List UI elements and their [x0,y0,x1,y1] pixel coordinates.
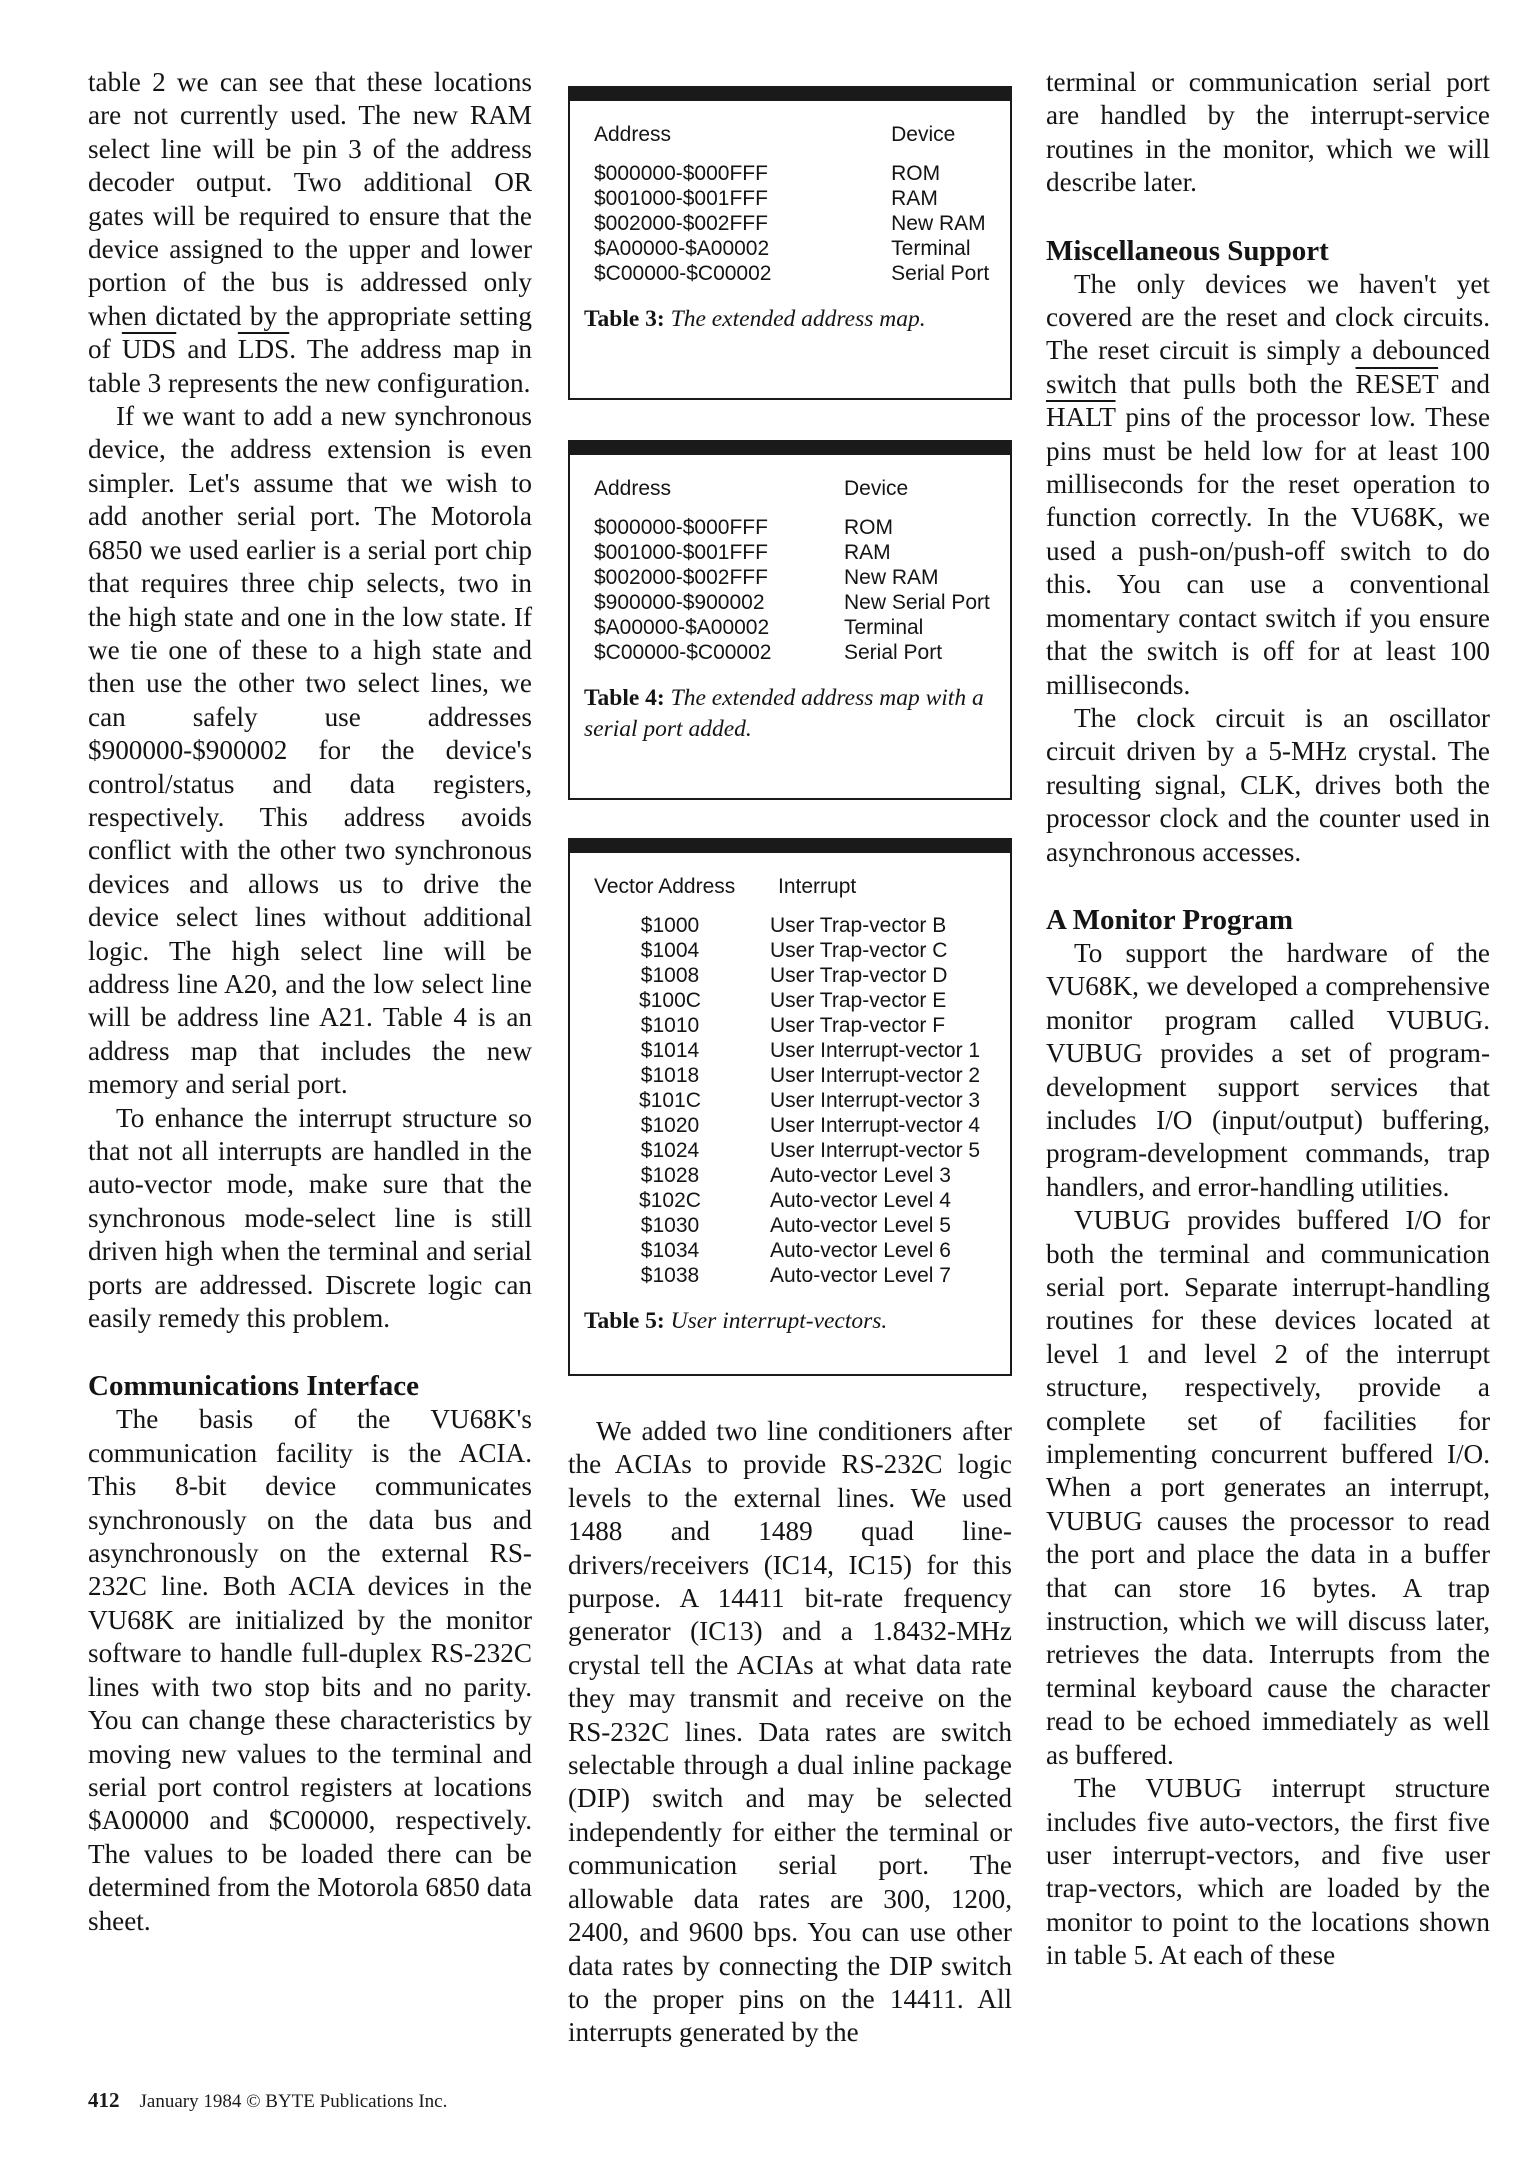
paragraph: To support the hardware of the VU68K, we developed a comprehensive monitor program called VUBUG. VUBUG provides a set of program-development support services that includes I/O (input/output) buffering, program-development commands, trap handlers, and error-handling utilities. [1046,937,1490,1202]
table-row: $001000-$001FFF RAM [594,541,891,564]
table-3 [568,86,1012,400]
paragraph: To enhance the interrupt structure so that not all interrupts are handled in the auto-vector mode, make sure that the synchronous mode-select line is still driven high when the terminal and serial ports are addressed. Discrete logic can easily remedy this problem. [88,1102,532,1334]
table-top-bar [570,840,1010,853]
section-heading: A Monitor Program [1046,903,1293,936]
paragraph: We added two line conditioners after the ACIAs to provide RS-232C logic levels to the external lines. We used 1488 and 1489 quad line-drivers/receivers (IC14, IC15) for this purpose. A 14411 bit-rate frequency generator (IC13) and a 1.8432-MHz crystal tell the ACIAs at what data rate they may transmit and receive on the RS-232C lines. Data rates are switch selectable through a dual inline package (DIP) switch and may be selected independently for either the terminal or communication serial port. The allowable data rates are 300, 1200, 2400, and 9600 bps. You can use other data rates by connecting the DIP switch to the proper pins on the 14411. All interrupts generated by the [568,1416,1012,2048]
table-row: $002000-$002FFF New RAM [594,566,939,589]
table-header [570,455,1010,501]
table-row: $C00000-$C00002 Serial Port [594,641,943,664]
header-address: Address [594,123,672,146]
paragraph: The VUBUG interrupt structure includes five auto-vectors, the first five user interrupt-vectors, and five user trap-vectors, which are loaded by the monitor to point to the locations shown in table 5. At each of these [1046,1773,1490,1971]
table-4 [568,440,1012,800]
table-caption: Table 3: The extended address map. [584,306,926,332]
reset-signal: RESET [1355,368,1439,399]
table-top-bar [570,442,1010,455]
table-rows [570,913,1010,1288]
table-row: $1000 User Trap-vector B [640,914,947,937]
table-row: $C00000-$C00002 Serial Port [594,262,990,285]
table-row: $000000-$000FFF ROM [594,162,941,185]
paragraph: If we want to add a new synchronous device, the address extension is even simpler. Let's assume that we wish to add another serial port. The Motorola 6850 we used earlier is a serial port chip that requires three chip selects, two in the high state and one in the low state. If we tie one of these to a high state and then use the other two select lines, we can safely use addresses $900000-$900002 for the device's control/status and data registers, respectively. This address avoids conflict with the other two synchronous devices and allows us to drive the device select lines without additional logic. The high select line will be address line A20, and the low select line will be address line A21. Table 4 is an address map that includes the new memory and serial port. [88,401,532,1100]
column-1 [88,66,532,1938]
table-row: $1038 Auto-vector Level 7 [640,1264,951,1287]
section-heading: Communications Interface [88,1370,420,1403]
table-caption: Table 4: The extended address map with a serial port added. [584,685,984,742]
paragraph: The clock circuit is an oscillator circuit driven by a 5-MHz crystal. The resulting signal, CLK, drives both the processor clock and the counter used in asynchronous accesses. [1046,702,1490,867]
paragraph: The only devices we haven't yet covered are the reset and clock circuits. The reset circuit is simply a debounced switch that pulls both the RESET and HALT pins of the processor low. These pins must be held low for at least 100 milliseconds for the reset operation to function correctly. In the VU68K, we used a push-on/push-off switch to do this. You can use a conventional momentary contact switch if you ensure that the switch is off for at least 100 milliseconds. [1046,268,1491,700]
table-row: $000000-$000FFF ROM [594,516,893,539]
table-row: $1034 Auto-vector Level 6 [640,1239,951,1262]
header-vector-address: Vector Address [594,875,736,898]
uds-signal: $\overline{UDS}$ [121,334,177,365]
table-row: $A00000-$A00002 Terminal [594,616,924,639]
table-row: $1010 User Trap-vector F [640,1014,946,1037]
table-top-bar [570,88,1010,101]
table-caption: Table 5: User interrupt-vectors. [584,1308,888,1334]
table-row: $102C Auto-vector Level 4 [639,1189,951,1212]
column-3 [1046,66,1490,1973]
table-row: $900000-$900002 New Serial Port [594,591,990,614]
paragraph: The basis of the VU68K's communication facility is the ACIA. This 8-bit device communicates synchronously on the data bus and asynchronously on the external RS-232C line. Both ACIA devices in the VU68K are initialized by the monitor software to handle full-duplex RS-232C lines with two stop bits and no parity. You can change these characteristics by moving new values to the terminal and serial port control registers at locations $A00000 and $C00000, respectively. The values to be loaded there can be determined from the Motorola 6850 data sheet. [88,1404,532,1936]
table-row: $101C User Interrupt-vector 3 [639,1089,981,1112]
table-row: $1008 User Trap-vector D [640,964,948,987]
paragraph: table 2 we can see that these locations are not currently used. The new RAM select line will be pin 3 of the address decoder output. Two additional OR gates will be required to ensure that the device assigned to the upper and lower portion of the bus is addressed only when dictated by the appropriate setting of $\overline{UDS}$ and $\overline{LDS}$. The address map in table 3 represents the new configuration. [88,67,533,398]
table-rows [570,161,1010,286]
header-address: Address [594,477,672,500]
table-row: $001000-$001FFF RAM [594,187,938,210]
footer-text: January 1984 © BYTE Publications Inc. [139,2091,448,2112]
table-rows [570,515,1010,665]
table-header [570,101,1010,147]
table-row: $100C User Trap-vector E [639,989,947,1012]
table-row: $1014 User Interrupt-vector 1 [640,1039,981,1062]
header-interrupt: Interrupt [778,875,857,898]
table-row: $1024 User Interrupt-vector 5 [640,1139,981,1162]
table-row: $1030 Auto-vector Level 5 [640,1214,951,1237]
table-5 [568,838,1012,1376]
column-2 [568,1415,1012,2050]
table-row: $002000-$002FFF New RAM [594,212,986,235]
header-device: Device [843,477,909,500]
section-heading: Miscellaneous Support [1046,234,1329,267]
table-row: $1020 User Interrupt-vector 4 [640,1114,981,1137]
table-row: $1018 User Interrupt-vector 2 [640,1064,981,1087]
header-device: Device [891,123,956,146]
halt-signal: HALT [1046,402,1116,433]
paragraph: terminal or communication serial port are handled by the interrupt-service routines in the monitor, which we will describe later. [1046,67,1490,198]
lds-signal: $\overline{LDS}$ [237,334,290,365]
table-row: $A00000-$A00002 Terminal [594,237,971,260]
table-row: $1004 User Trap-vector C [640,939,948,962]
table-row: $1028 Auto-vector Level 3 [640,1164,951,1187]
page-number: 412 [88,2088,120,2112]
table-header [570,853,1010,899]
paragraph: VUBUG provides buffered I/O for both the terminal and communication serial port. Separate interrupt-handling routines for these devices located at level 1 and level 2 of the interrupt structure, respectively, provide a complete set of facilities for implementing concurrent buffered I/O. When a port generates an interrupt, VUBUG causes the processor to read the port and place the data in a buffer that can store 16 bytes. A trap instruction, which we will discuss later, retrieves the data. Interrupts from the terminal keyboard cause the character read to be echoed immediately as well as buffered. [1046,1205,1490,1770]
page-footer [88,2088,447,2113]
